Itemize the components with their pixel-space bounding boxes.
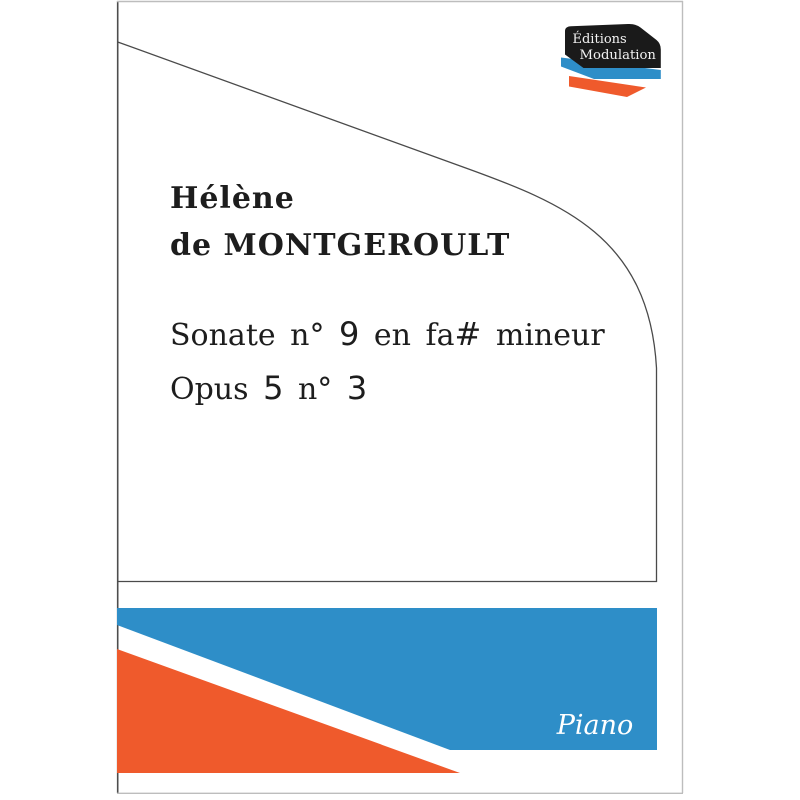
logo-orange-stripe	[569, 76, 646, 97]
composer-last-name: de MONTGEROULT	[170, 228, 511, 263]
composer-first-name: Hélène	[170, 181, 295, 216]
work-title	[170, 315, 605, 353]
opus-part: Opus	[170, 372, 264, 407]
logo-modulation-text: Modulation	[579, 48, 656, 63]
publisher-logo	[561, 24, 661, 97]
opus-number: 5	[263, 369, 284, 407]
work-title-number: 9	[339, 315, 360, 353]
work-title-part: en fa	[359, 318, 455, 353]
work-title-part: Sonate n°	[170, 318, 340, 353]
opus-part: n°	[283, 372, 347, 407]
logo-editions-text: Éditions	[572, 32, 627, 47]
opus-sub-number: 3	[346, 369, 368, 407]
piano-lid-outline	[118, 42, 657, 582]
opus-line	[170, 369, 368, 407]
instrument-label: Piano	[556, 710, 634, 741]
work-title-part: mineur	[481, 318, 605, 353]
work-title-sharp: #	[454, 315, 482, 353]
